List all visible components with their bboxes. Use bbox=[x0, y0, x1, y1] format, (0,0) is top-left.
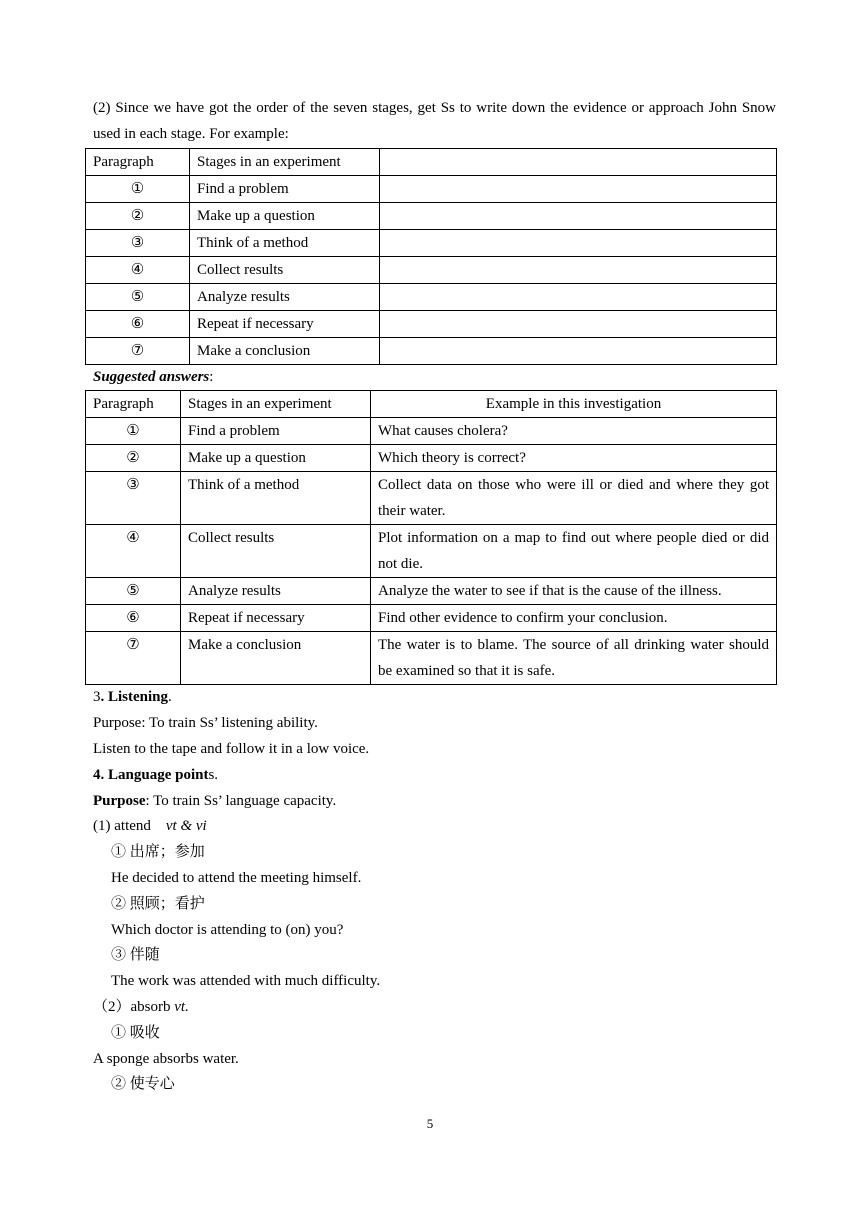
header-cell bbox=[380, 148, 777, 175]
attend-entry: (1) attend vt & vi bbox=[93, 818, 207, 835]
header-cell: Paragraph bbox=[86, 391, 181, 418]
evidence-cell bbox=[380, 283, 777, 310]
evidence-cell bbox=[380, 202, 777, 229]
stage-cell: Make up a question bbox=[181, 445, 371, 472]
attend-example-2: Which doctor is attending to (on) you? bbox=[111, 921, 344, 938]
stage-cell: Make up a question bbox=[190, 202, 380, 229]
table-row bbox=[86, 472, 777, 525]
stage-cell: Think of a method bbox=[190, 229, 380, 256]
example-cell: Analyze the water to see if that is the cause of the illness. bbox=[371, 578, 777, 605]
table-row bbox=[86, 418, 777, 445]
page-number: 5 bbox=[426, 1116, 434, 1131]
paragraph-number-cell: ③ bbox=[86, 472, 181, 525]
evidence-cell bbox=[380, 175, 777, 202]
document-body bbox=[93, 96, 776, 1098]
table-row bbox=[86, 445, 777, 472]
table-row bbox=[86, 256, 777, 283]
table-header-row bbox=[86, 148, 777, 175]
header-cell: Stages in an experiment bbox=[190, 148, 380, 175]
stage-cell: Think of a method bbox=[181, 472, 371, 525]
stage-cell: Find a problem bbox=[181, 418, 371, 445]
paragraph-number-cell: ④ bbox=[86, 256, 190, 283]
evidence-cell bbox=[380, 256, 777, 283]
example-cell: What causes cholera? bbox=[371, 418, 777, 445]
stage-cell: Analyze results bbox=[181, 578, 371, 605]
absorb-sense-1: ① 吸收 bbox=[111, 1024, 160, 1041]
example-cell: Find other evidence to confirm your conclusion. bbox=[371, 605, 777, 632]
listening-instruction: Listen to the tape and follow it in a low voice. bbox=[93, 740, 370, 757]
paragraph-number-cell: ⑤ bbox=[86, 578, 181, 605]
attend-sense-2: ② 照顾；看护 bbox=[111, 895, 205, 912]
stages-table bbox=[85, 148, 777, 365]
paragraph-number-cell: ③ bbox=[86, 229, 190, 256]
paragraph-number-cell: ④ bbox=[86, 525, 181, 578]
header-cell: Stages in an experiment bbox=[181, 391, 371, 418]
evidence-cell bbox=[380, 229, 777, 256]
table-row bbox=[86, 578, 777, 605]
paragraph-number-cell: ⑥ bbox=[86, 310, 190, 337]
table-row bbox=[86, 605, 777, 632]
paragraph-number-cell: ① bbox=[86, 418, 181, 445]
absorb-example-1: A sponge absorbs water. bbox=[93, 1050, 239, 1067]
example-cell: Which theory is correct? bbox=[371, 445, 777, 472]
stage-cell: Make a conclusion bbox=[181, 632, 371, 685]
header-cell: Paragraph bbox=[86, 148, 190, 175]
evidence-cell bbox=[380, 310, 777, 337]
intro-paragraph: (2) Since we have got the order of the seven stages, get Ss to write down the evidence or approach John Snow used in each stage. For example: bbox=[93, 100, 776, 142]
language-points-purpose: Purpose: To train Ss’ language capacity. bbox=[93, 792, 337, 809]
table-row bbox=[86, 175, 777, 202]
absorb-sense-2: ② 使专心 bbox=[111, 1076, 175, 1093]
example-cell: Plot information on a map to find out where people died or did not die. bbox=[371, 525, 777, 578]
stage-cell: Collect results bbox=[190, 256, 380, 283]
answers-table bbox=[85, 390, 777, 685]
stage-cell: Find a problem bbox=[190, 175, 380, 202]
attend-sense-3: ③ 伴随 bbox=[111, 947, 160, 964]
paragraph-number-cell: ② bbox=[86, 445, 181, 472]
table-row bbox=[86, 337, 777, 364]
stage-cell: Repeat if necessary bbox=[190, 310, 380, 337]
listening-purpose: Purpose: To train Ss’ listening ability. bbox=[93, 715, 318, 732]
evidence-cell bbox=[380, 337, 777, 364]
paragraph-number-cell: ⑦ bbox=[86, 337, 190, 364]
stage-cell: Analyze results bbox=[190, 283, 380, 310]
stage-cell: Collect results bbox=[181, 525, 371, 578]
attend-example-1: He decided to attend the meeting himself. bbox=[111, 869, 362, 886]
attend-example-3: The work was attended with much difficulty. bbox=[111, 973, 381, 990]
example-cell: The water is to blame. The source of all drinking water should be examined so that it is safe. bbox=[371, 632, 777, 685]
table-row bbox=[86, 525, 777, 578]
table-row bbox=[86, 229, 777, 256]
absorb-entry: （2）absorb vt. bbox=[93, 998, 189, 1015]
table-row bbox=[86, 202, 777, 229]
paragraph-number-cell: ② bbox=[86, 202, 190, 229]
attend-sense-1: ① 出席；参加 bbox=[111, 844, 205, 861]
paragraph-number-cell: ⑤ bbox=[86, 283, 190, 310]
suggested-answers-heading: Suggested answers: bbox=[93, 368, 214, 385]
table-row bbox=[86, 283, 777, 310]
example-cell: Collect data on those who were ill or died and where they got their water. bbox=[371, 472, 777, 525]
table-row bbox=[86, 632, 777, 685]
table-header-row bbox=[86, 391, 777, 418]
table-row bbox=[86, 310, 777, 337]
stage-cell: Make a conclusion bbox=[190, 337, 380, 364]
listening-heading: 3. Listening. bbox=[93, 689, 172, 706]
language-points-heading: 4. Language points. bbox=[93, 766, 219, 783]
paragraph-number-cell: ⑥ bbox=[86, 605, 181, 632]
stage-cell: Repeat if necessary bbox=[181, 605, 371, 632]
paragraph-number-cell: ① bbox=[86, 175, 190, 202]
header-cell: Example in this investigation bbox=[371, 391, 777, 418]
paragraph-number-cell: ⑦ bbox=[86, 632, 181, 685]
